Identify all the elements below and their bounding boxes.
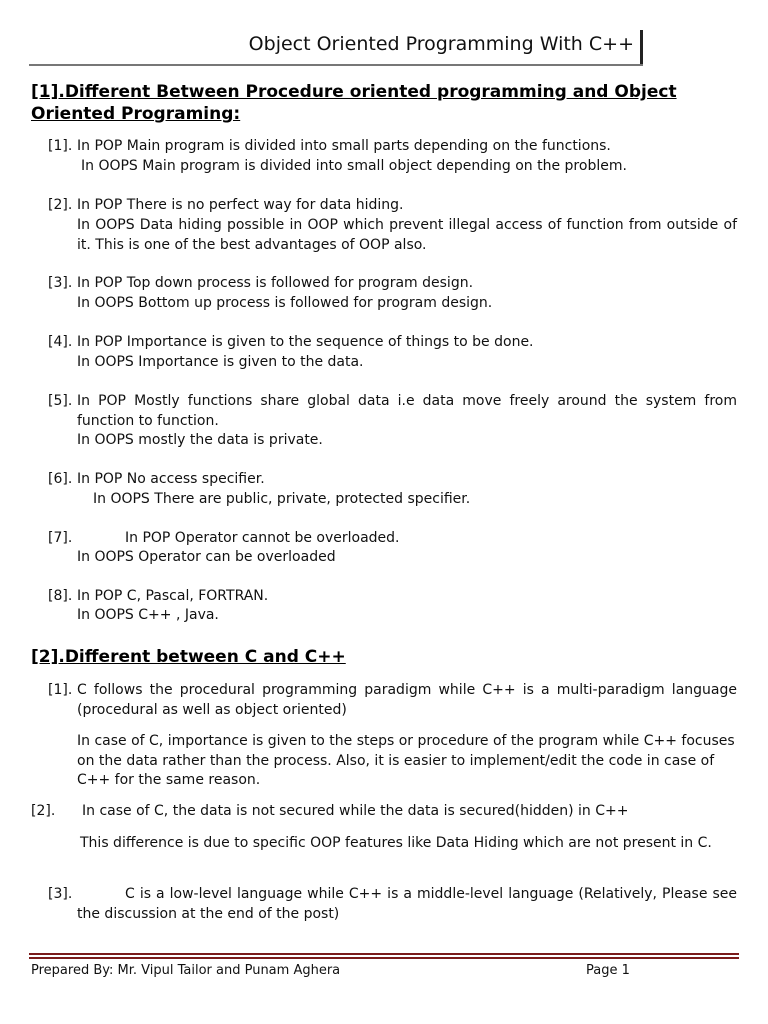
s1-item-5-pop: In POP Mostly functions share global data i.e data move freely around the system from function to function. — [77, 393, 737, 429]
s1-item-7-oops: In OOPS Operator can be overloaded — [77, 549, 336, 565]
s1-item-4-number: [4]. — [48, 334, 73, 350]
s2-item-1-extra: In case of C, importance is given to the steps or procedure of the program while C++ focuses on the data rather than the process. Also, it is easier to implement/edit the code in case of C++ for the same reason. — [77, 733, 735, 788]
s1-item-3-pop: In POP Top down process is followed for program design. — [77, 275, 474, 291]
section-2-heading: [2].Different between C and C++ — [31, 647, 346, 667]
section-1-heading-line2: Oriented Programing: — [31, 104, 241, 124]
s1-item-8-pop: In POP C, Pascal, FORTRAN. — [77, 588, 269, 604]
s1-item-2-oops: In OOPS Data hiding possible in OOP which prevent illegal access of function from outside of it. This is one of the best advantages of OOP also. — [77, 217, 737, 253]
s2-item-3-number: [3]. — [48, 886, 73, 902]
footer-rule — [29, 953, 739, 955]
s1-item-6-oops: In OOPS There are public, private, protected specifier. — [93, 491, 471, 507]
s1-item-3-number: [3]. — [48, 275, 73, 291]
s1-item-3-oops: In OOPS Bottom up process is followed for program design. — [77, 295, 493, 311]
s1-item-4-pop: In POP Importance is given to the sequence of things to be done. — [77, 334, 534, 350]
s1-item-6-pop: In POP No access specifier. — [77, 471, 265, 487]
s2-item-2-extra: This difference is due to specific OOP features like Data Hiding which are not present in C. — [80, 835, 712, 851]
s2-item-1-text: C follows the procedural programming paradigm while C++ is a multi-paradigm language (procedural as well as object oriented) — [77, 682, 737, 718]
s1-item-4-oops: In OOPS Importance is given to the data. — [77, 354, 364, 370]
s1-item-1-pop: In POP Main program is divided into small parts depending on the functions. — [77, 138, 611, 154]
s1-item-7-number: [7]. — [48, 530, 73, 546]
section-1-heading-line1: [1].Different Between Procedure oriented programming and Object — [31, 82, 677, 102]
s1-item-1-number: [1]. — [48, 138, 73, 154]
s1-item-8-number: [8]. — [48, 588, 73, 604]
footer-rule-secondary — [29, 957, 739, 959]
s1-item-5-oops: In OOPS mostly the data is private. — [77, 432, 323, 448]
s1-item-8-oops: In OOPS C++ , Java. — [77, 607, 219, 623]
header-divider — [640, 30, 643, 66]
footer-page-number: Page 1 — [586, 963, 630, 978]
s1-item-7-pop: In POP Operator cannot be overloaded. — [125, 530, 400, 546]
s1-item-1-oops: In OOPS Main program is divided into small object depending on the problem. — [81, 158, 627, 174]
s2-item-2-text: In case of C, the data is not secured while the data is secured(hidden) in C++ — [82, 803, 629, 819]
s2-item-3-text: C is a low-level language while C++ is a middle-level language (Relatively, Please see the discussion at the end of the post) — [77, 886, 737, 922]
header-rule — [29, 64, 643, 66]
s1-item-6-number: [6]. — [48, 471, 73, 487]
s1-item-2-number: [2]. — [48, 197, 73, 213]
s2-item-1-number: [1]. — [48, 682, 73, 698]
footer-prepared-by: Prepared By: Mr. Vipul Tailor and Punam Aghera — [31, 963, 341, 978]
s1-item-2-pop: In POP There is no perfect way for data hiding. — [77, 197, 404, 213]
s2-item-2-number: [2]. — [31, 803, 56, 819]
s1-item-5-number: [5]. — [48, 393, 73, 409]
document-title: Object Oriented Programming With C++ — [248, 33, 634, 55]
